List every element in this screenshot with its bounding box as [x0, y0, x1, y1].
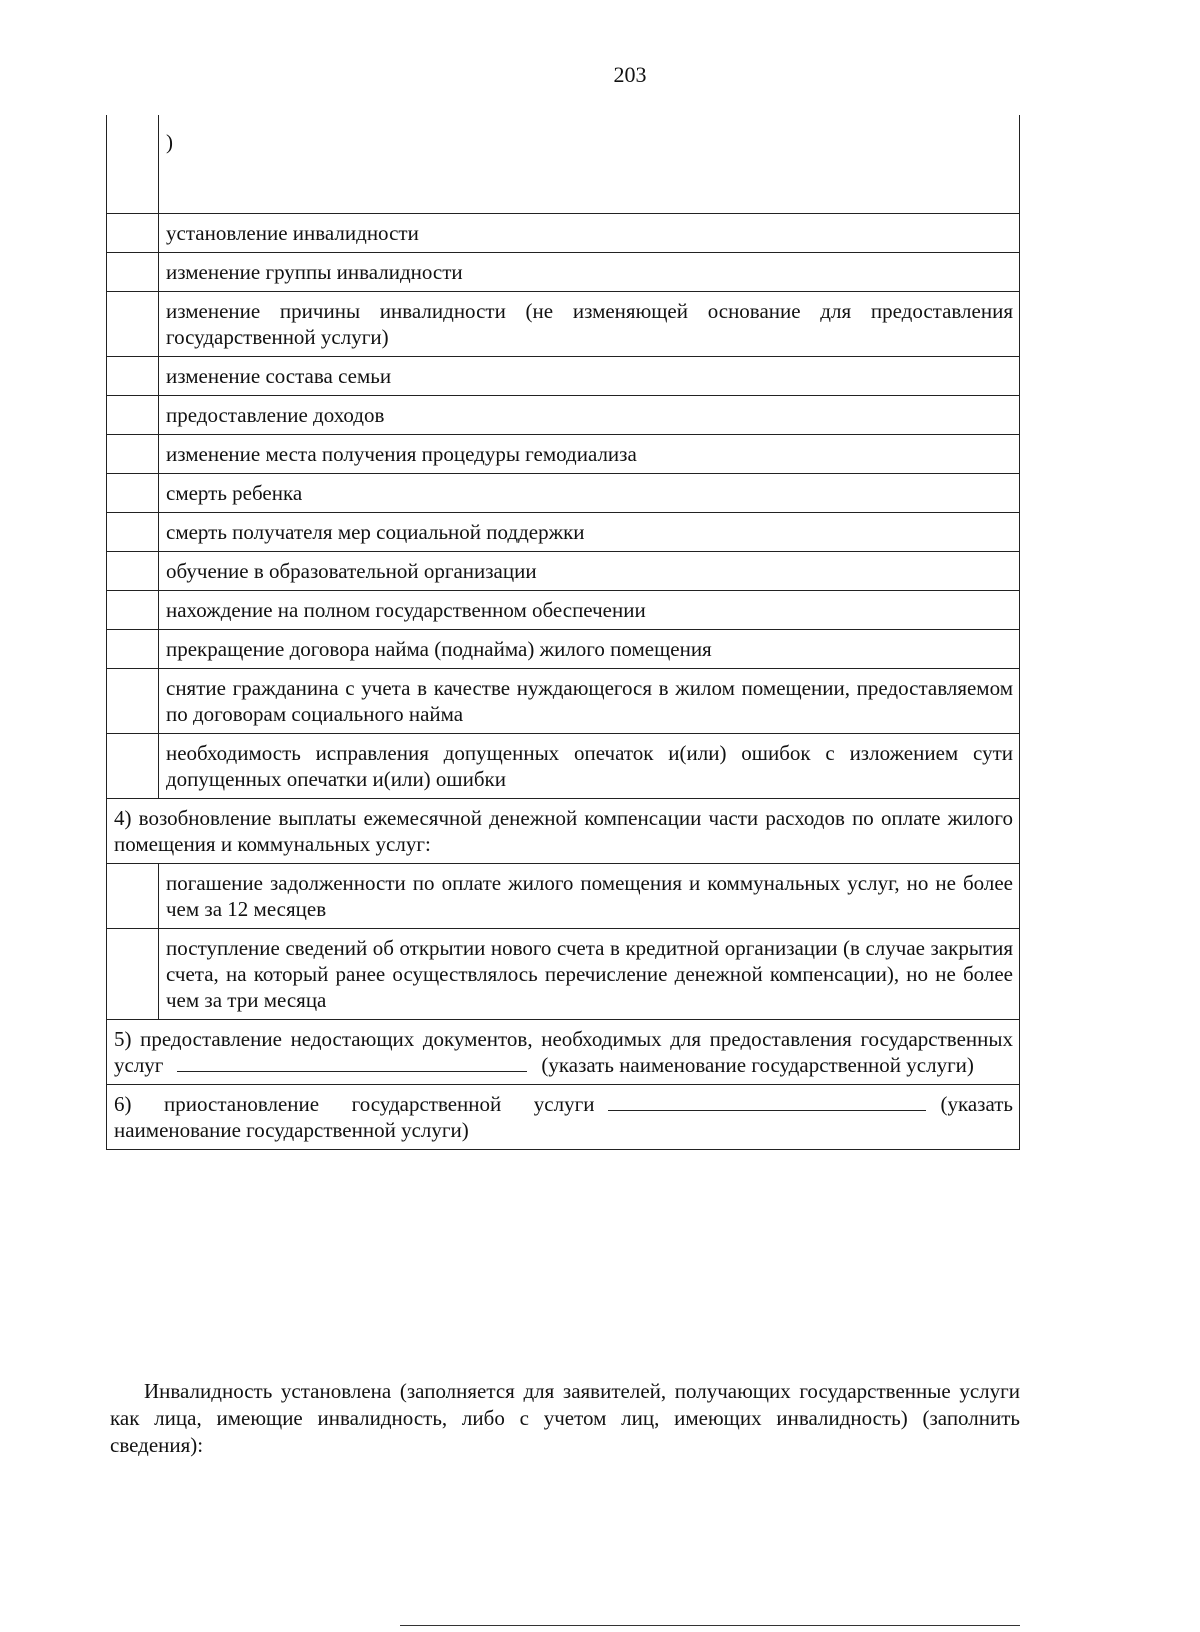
table-row — [107, 214, 1020, 253]
checkbox-cell[interactable] — [107, 591, 159, 630]
checkbox-cell[interactable] — [107, 214, 159, 253]
section-row — [107, 1020, 1020, 1085]
page-number: 203 — [613, 62, 647, 87]
service-name-blank[interactable] — [608, 1092, 926, 1111]
checkbox-cell[interactable] — [107, 115, 159, 214]
table-row — [107, 396, 1020, 435]
option-label: поступление сведений об открытии нового счета в кредитной организации (в случае закрытия счета, на который ранее осуществлялось перечисление денежной компенсации), но не более чем за три месяца — [159, 929, 1020, 1020]
checkbox-cell[interactable] — [107, 864, 159, 929]
section-6-text: 6) приостановление государственной услуги — [114, 1092, 595, 1116]
checkbox-cell[interactable] — [107, 513, 159, 552]
closing-paren: ) — [166, 130, 173, 154]
checkbox-cell[interactable] — [107, 929, 159, 1020]
option-label: предоставление доходов — [159, 396, 1020, 435]
checkbox-cell[interactable] — [107, 669, 159, 734]
option-label: смерть ребенка — [159, 474, 1020, 513]
option-label: смерть получателя мер социальной поддержки — [159, 513, 1020, 552]
table-row — [107, 591, 1020, 630]
checkbox-cell[interactable] — [107, 630, 159, 669]
section-6 — [107, 1085, 1020, 1150]
option-label: погашение задолженности по оплате жилого помещения и коммунальных услуг, но не более чем за 12 месяцев — [159, 864, 1020, 929]
section-row — [107, 1085, 1020, 1150]
table-row — [107, 669, 1020, 734]
checkbox-cell[interactable] — [107, 253, 159, 292]
checkbox-cell[interactable] — [107, 292, 159, 357]
option-label: изменение состава семьи — [159, 357, 1020, 396]
table-row — [107, 630, 1020, 669]
checkbox-cell[interactable] — [107, 435, 159, 474]
section-5 — [107, 1020, 1020, 1085]
section-5-text: 5) предоставление недостающих документов, необходимых для предоставления государственных услуг — [114, 1027, 1013, 1077]
table-row — [107, 552, 1020, 591]
table-row — [107, 357, 1020, 396]
option-label: нахождение на полном государственном обеспечении — [159, 591, 1020, 630]
section-row — [107, 799, 1020, 864]
service-name-blank[interactable] — [177, 1053, 527, 1072]
option-label: прекращение договора найма (поднайма) жилого помещения — [159, 630, 1020, 669]
table-row — [107, 864, 1020, 929]
checkbox-cell[interactable] — [107, 734, 159, 799]
section-4-title: 4) возобновление выплаты ежемесячной денежной компенсации части расходов по оплате жилого помещения и коммунальных услуг: — [107, 799, 1020, 864]
application-form-table — [106, 115, 1020, 1150]
table-row — [107, 115, 1020, 214]
checkbox-cell[interactable] — [107, 552, 159, 591]
section-6-hint: (указать наименование государственной услуги) — [114, 1092, 1013, 1142]
table-row — [107, 734, 1020, 799]
checkbox-cell[interactable] — [107, 474, 159, 513]
table-row — [107, 929, 1020, 1020]
table-row — [107, 435, 1020, 474]
option-label: изменение места получения процедуры гемодиализа — [159, 435, 1020, 474]
table-cell — [159, 115, 1020, 214]
option-label: изменение группы инвалидности — [159, 253, 1020, 292]
table-row — [107, 253, 1020, 292]
table-row — [107, 513, 1020, 552]
option-label: изменение причины инвалидности (не изменяющей основание для предоставления государственной услуги) — [159, 292, 1020, 357]
checkbox-cell[interactable] — [107, 357, 159, 396]
bottom-divider — [400, 1625, 1020, 1626]
table-row — [107, 474, 1020, 513]
option-label: снятие гражданина с учета в качестве нуждающегося в жилом помещении, предоставляемом по договорам социального найма — [159, 669, 1020, 734]
section-5-hint: (указать наименование государственной услуги) — [541, 1053, 974, 1077]
option-label: установление инвалидности — [159, 214, 1020, 253]
table-row — [107, 292, 1020, 357]
checkbox-cell[interactable] — [107, 396, 159, 435]
disability-note: Инвалидность установлена (заполняется для заявителей, получающих государственные услуги как лица, имеющие инвалидность, либо с учетом лиц, имеющих инвалидность) (заполнить сведения): — [110, 1379, 1020, 1457]
option-label: необходимость исправления допущенных опечаток и(или) ошибок с изложением сути допущенных опечатки и(или) ошибки — [159, 734, 1020, 799]
option-label: обучение в образовательной организации — [159, 552, 1020, 591]
